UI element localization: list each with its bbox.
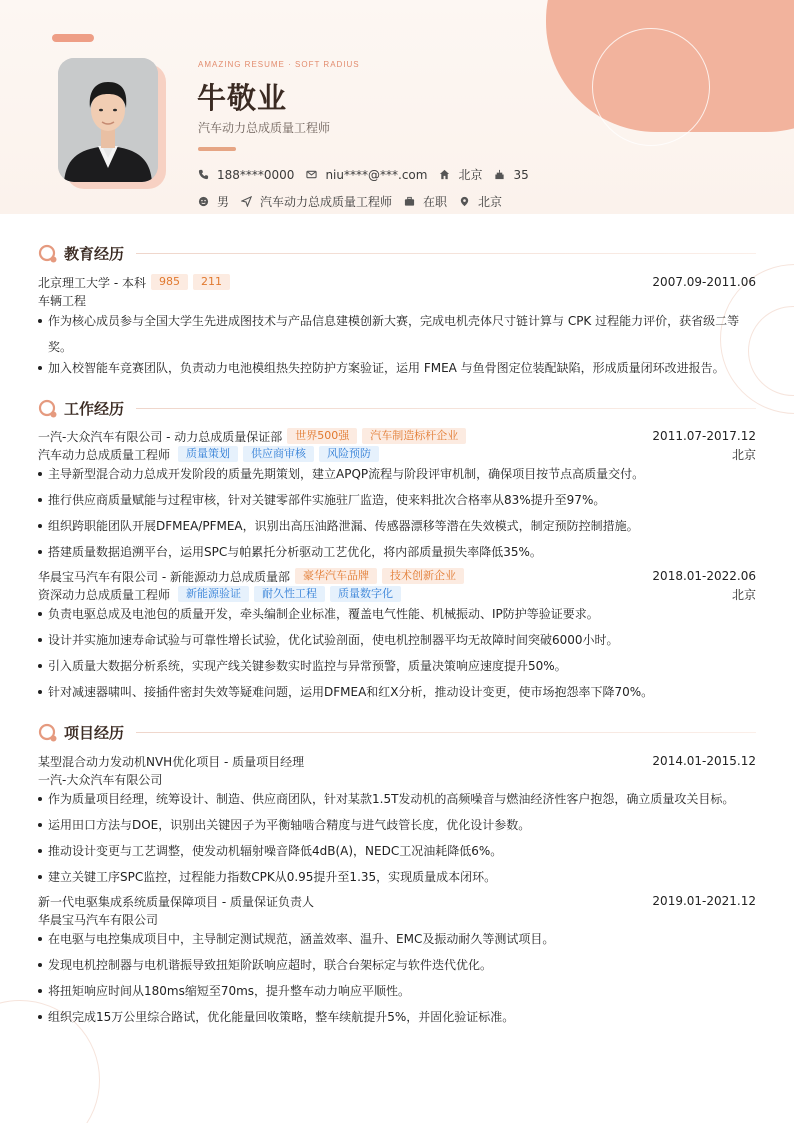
project-date: 2014.01-2015.12 [652, 754, 756, 768]
age-text: 35 [513, 167, 529, 182]
location-pin-icon [459, 196, 470, 207]
project-company: 一汽-大众汽车有限公司 [38, 772, 163, 787]
section-projects [38, 722, 756, 743]
skill-tag: 供应商审核 [243, 446, 314, 462]
education-bullet: 加入校智能车竞赛团队，负责动力电池模组热失控防护方案验证，运用 FMEA 与鱼骨图定位装配缺陷，形成质量闭环改进报告。 [38, 355, 746, 381]
project-bullet: 推动设计变更与工艺调整，使发动机辐射噪音降低4dB(A)，NEDC工况油耗降低6%。 [38, 838, 746, 864]
home-icon [439, 169, 450, 180]
contact-row [198, 166, 541, 183]
work-entry-header [38, 567, 756, 585]
section-title: 工作经历 [64, 400, 125, 418]
work-date: 2018.01-2022.06 [652, 569, 756, 583]
skill-tag: 风险预防 [319, 446, 379, 462]
project-bullet: 发现电机控制器与电机谐振导致扭矩阶跃响应超时，联合台架标定与软件迭代优化。 [38, 952, 746, 978]
work-bullet: 针对减速器啸叫、接插件密封失效等疑难问题，运用DFMEA和红X分析，推动设计变更，使市场抱怨率下降70%。 [38, 679, 746, 705]
project-entry-header [38, 752, 756, 770]
school-name: 北京理工大学 - 本科 [38, 275, 146, 290]
work-bullet: 推行供应商质量赋能与过程审核，针对关键零部件实施驻厂监造，使来料批次合格率从83%提升至97%。 [38, 487, 746, 513]
header-eyebrow: AMAZING RESUME · SOFT RADIUS [198, 60, 360, 69]
school-tag: 211 [193, 274, 230, 290]
city-item [439, 166, 482, 183]
school-tag: 985 [151, 274, 188, 290]
section-divider [136, 732, 756, 733]
candidate-name: 牛敬业 [197, 81, 288, 115]
target-job-text: 汽车动力总成质量工程师 [260, 195, 393, 209]
target-job-item [241, 193, 392, 210]
project-name: 新一代电驱集成系统质量保障项目 - 质量保证负责人 [38, 894, 314, 909]
project-company: 华晨宝马汽车有限公司 [38, 912, 159, 927]
work-bullet: 引入质量大数据分析系统，实现产线关键参数实时监控与异常预警，质量决策响应速度提升50%。 [38, 653, 746, 679]
company-tag: 汽车制造标杆企业 [362, 428, 466, 444]
job-title: 资深动力总成质量工程师 [38, 587, 171, 602]
skill-tag: 质量数字化 [330, 586, 401, 602]
work-bullet: 负责电驱总成及电池包的质量开发，牵头编制企业标准，覆盖电气性能、机械振动、IP防护等验证要求。 [38, 601, 746, 627]
work-entry-header [38, 427, 756, 445]
city-text: 北京 [458, 168, 483, 182]
company-tag: 技术创新企业 [382, 568, 464, 584]
company-name: 华晨宝马汽车有限公司 - 新能源动力总成质量部 [38, 569, 290, 584]
section-divider [136, 408, 756, 409]
project-entry-header [38, 892, 756, 910]
skill-tag: 耐久性工程 [254, 586, 325, 602]
work-date: 2011.07-2017.12 [652, 429, 756, 443]
company-tag: 豪华汽车品牌 [295, 568, 377, 584]
search-section-icon [38, 723, 58, 743]
section-divider [136, 253, 756, 254]
project-date: 2019.01-2021.12 [652, 894, 756, 908]
search-section-icon [38, 244, 58, 264]
job-title: 汽车动力总成质量工程师 [38, 447, 171, 462]
project-bullet: 在电驱与电控集成项目中，主导制定测试规范，涵盖效率、温升、EMC及振动耐久等测试项目。 [38, 926, 746, 952]
section-title: 项目经历 [64, 724, 125, 742]
phone-item [198, 168, 294, 182]
section-work [38, 398, 756, 419]
company-tag: 世界500强 [287, 428, 357, 444]
age-item [494, 168, 528, 182]
skill-tag: 新能源验证 [178, 586, 249, 602]
work-bullet: 设计并实施加速寿命试验与可靠性增长试验，优化试验剖面，使电机控制器平均无故障时间突破6000小时。 [38, 627, 746, 653]
project-bullet: 建立关键工序SPC监控，过程能力指数CPK从0.95提升至1.35，实现质量成本闭环。 [38, 864, 746, 890]
education-date: 2007.09-2011.06 [652, 275, 756, 289]
gender-text: 男 [217, 195, 230, 209]
education-major-row [38, 291, 756, 309]
search-section-icon [38, 399, 58, 419]
accent-line [198, 147, 236, 151]
target-city-text: 北京 [478, 195, 503, 209]
face-icon [198, 196, 209, 207]
email-item [306, 168, 427, 182]
company-name: 一汽-大众汽车有限公司 - 动力总成质量保证部 [38, 429, 283, 444]
candidate-title: 汽车动力总成质量工程师 [198, 121, 331, 135]
phone-icon [198, 169, 209, 180]
email-text: niu****@***.com [325, 167, 428, 182]
mail-icon [306, 169, 317, 180]
project-bullet: 作为质量项目经理，统筹设计、制造、供应商团队，针对某款1.5T发动机的高频噪音与燃油经济性客户抱怨，确立质量攻关目标。 [38, 786, 746, 812]
education-bullet: 作为核心成员参与全国大学生先进成图技术与产品信息建模创新大赛，完成电机壳体尺寸链计算与 CPK 过程能力评价，获省级二等奖。 [38, 308, 746, 360]
decorative-ring [592, 28, 710, 146]
project-bullet: 组织完成15万公里综合路试，优化能量回收策略，整车续航提升5%，并固化验证标准。 [38, 1004, 746, 1030]
section-education [38, 243, 756, 264]
gender-item [198, 193, 229, 210]
work-location: 北京 [731, 447, 756, 462]
status-item [404, 193, 447, 210]
project-name: 某型混合动力发动机NVH优化项目 - 质量项目经理 [38, 754, 305, 769]
project-bullet: 将扭矩响应时间从180ms缩短至70ms，提升整车动力响应平顺性。 [38, 978, 746, 1004]
phone-text: 188****0000 [217, 167, 295, 182]
avatar [58, 58, 158, 182]
briefcase-icon [404, 196, 415, 207]
decorative-bar [52, 34, 94, 42]
profile-row [198, 193, 514, 210]
status-text: 在职 [423, 195, 448, 209]
target-city-item [459, 193, 502, 210]
send-icon [241, 196, 252, 207]
major: 车辆工程 [38, 293, 87, 308]
project-bullet: 运用田口方法与DOE，识别出关键因子为平衡轴啮合精度与进气歧管长度，优化设计参数。 [38, 812, 746, 838]
work-bullet: 组织跨职能团队开展DFMEA/PFMEA，识别出高压油路泄漏、传感器漂移等潜在失效模式，制定预防控制措施。 [38, 513, 746, 539]
education-entry [38, 273, 756, 291]
cake-icon [494, 169, 505, 180]
resume-header [0, 0, 794, 214]
work-bullet: 主导新型混合动力总成开发阶段的质量先期策划，建立APQP流程与阶段评审机制，确保项目按节点高质量交付。 [38, 461, 746, 487]
skill-tag: 质量策划 [178, 446, 238, 462]
section-title: 教育经历 [64, 245, 125, 263]
work-location: 北京 [731, 587, 756, 602]
work-bullet: 搭建质量数据追溯平台，运用SPC与帕累托分析驱动工艺优化，将内部质量损失率降低35%。 [38, 539, 746, 565]
